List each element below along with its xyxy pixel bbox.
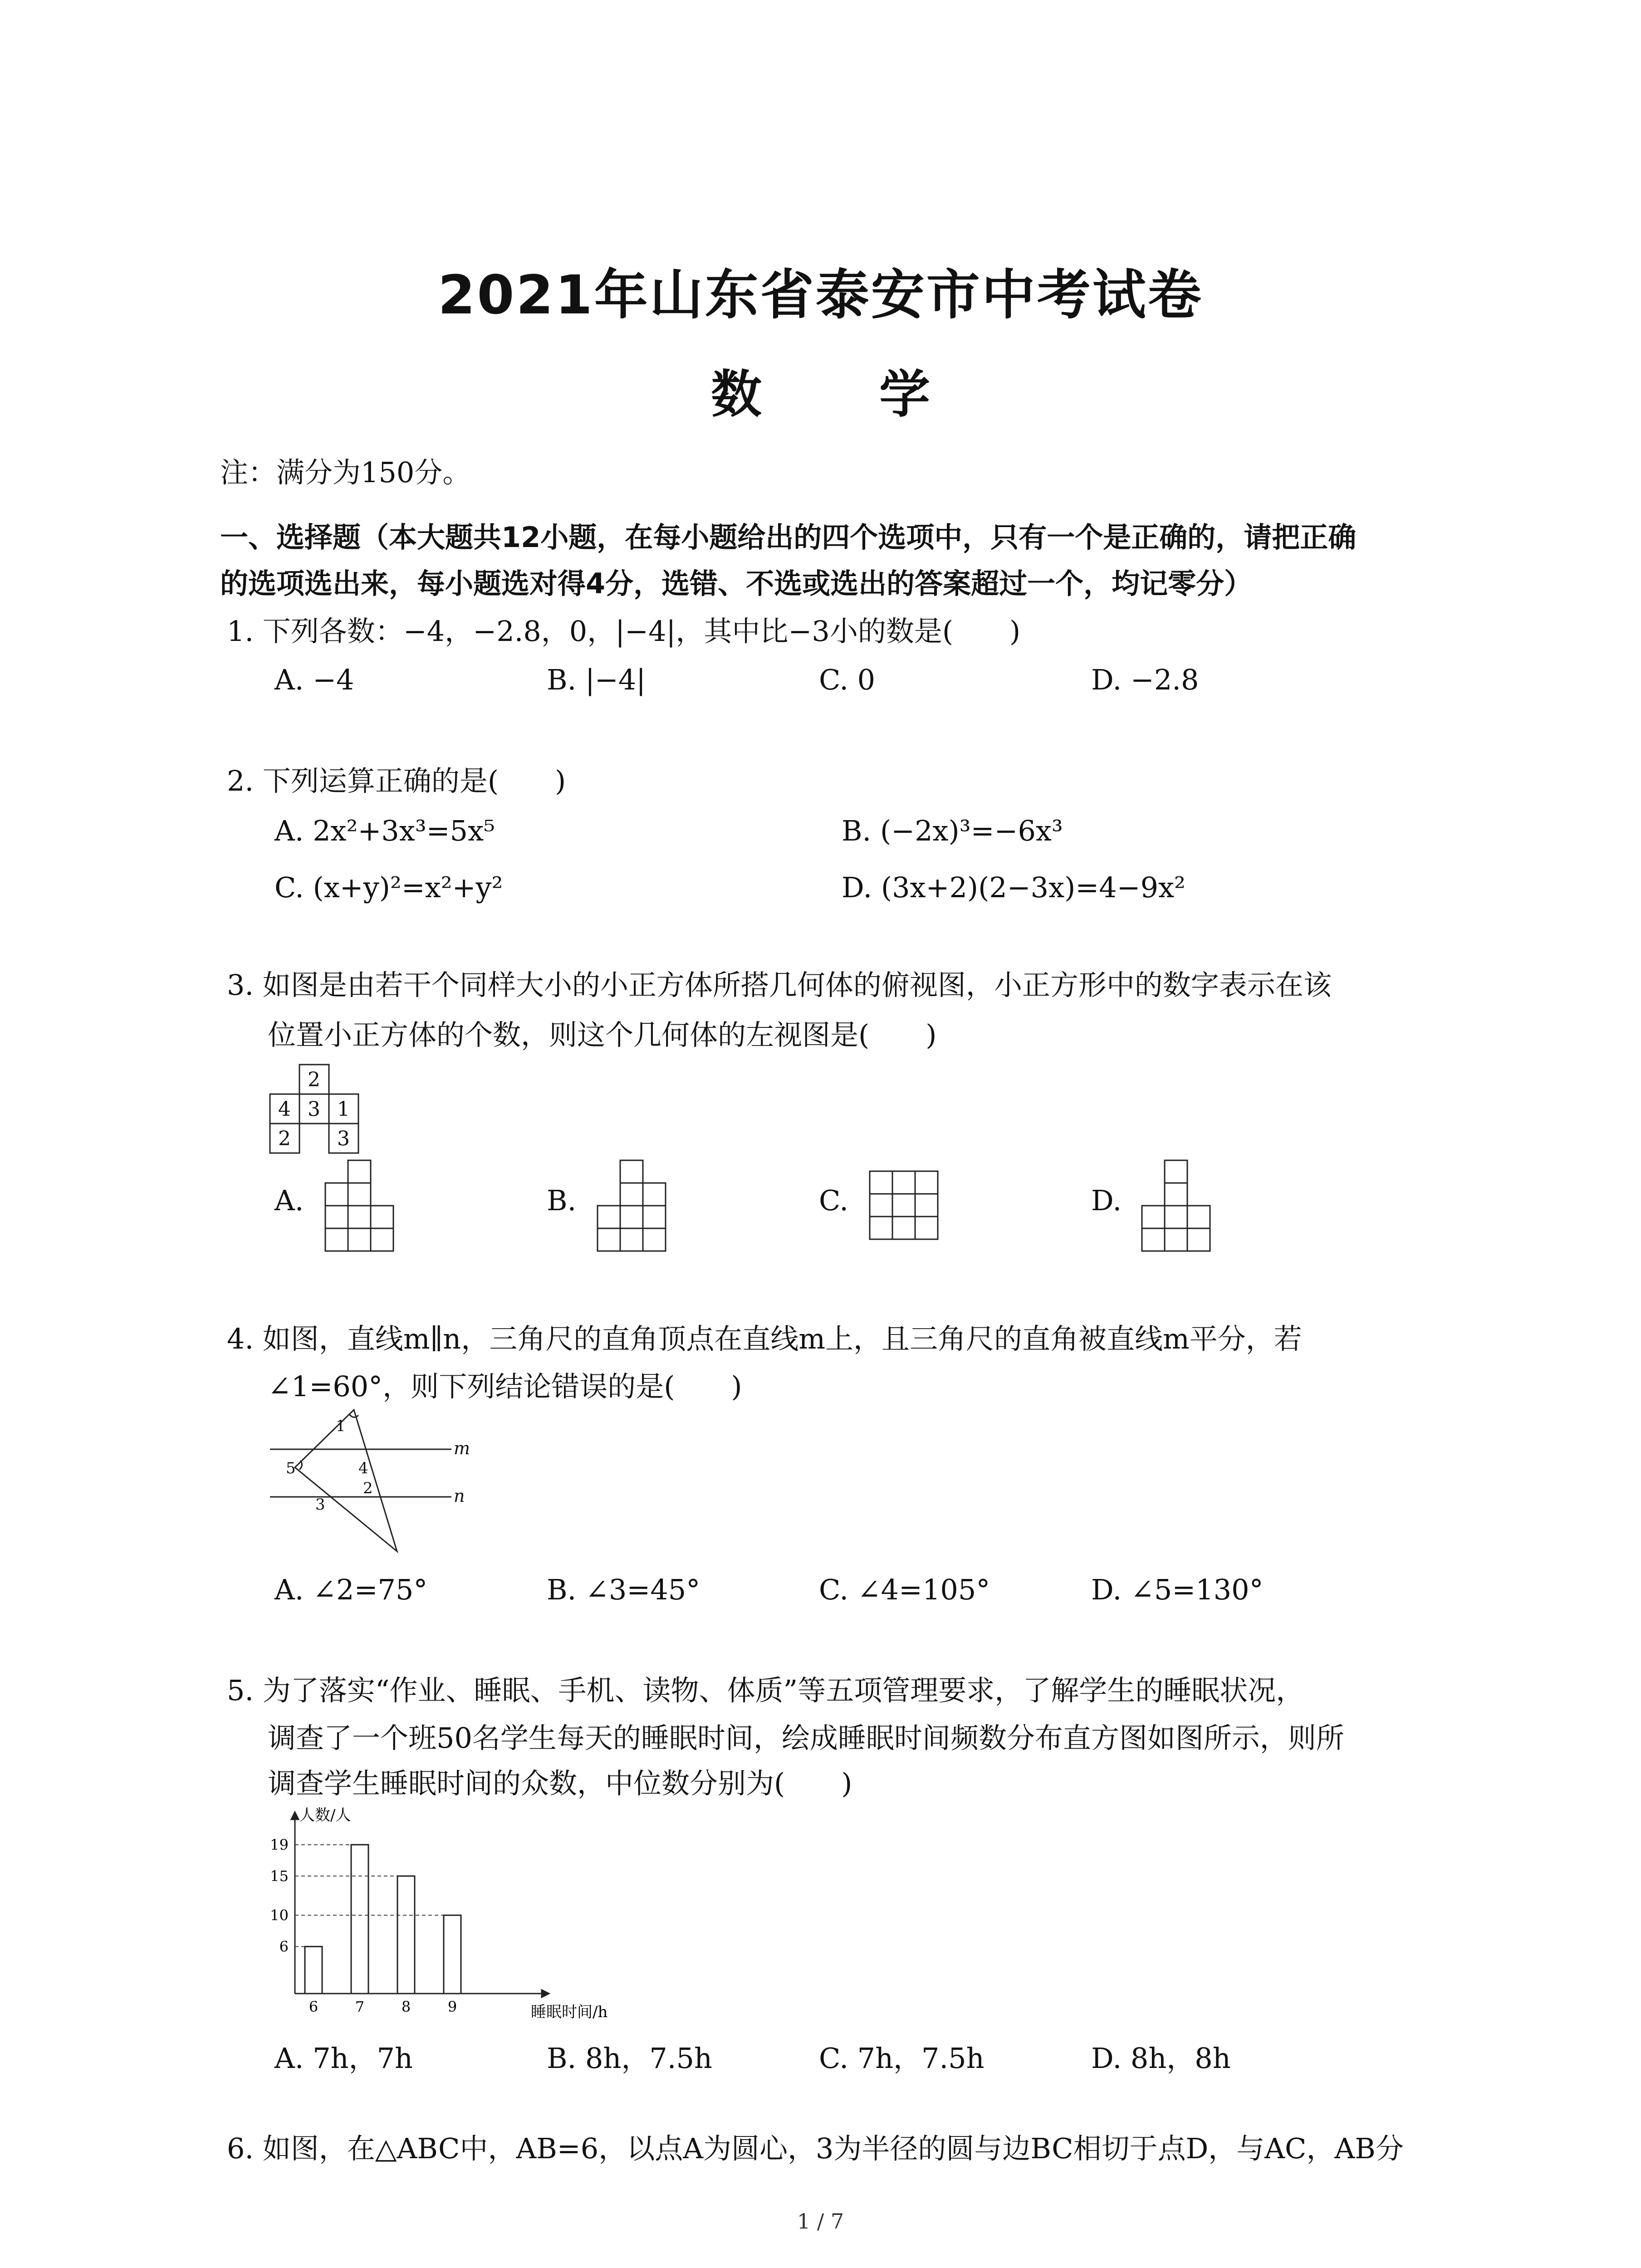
q5-option-a[interactable]: A. 7h，7h — [274, 2042, 413, 2075]
y-tick-label: 15 — [270, 1867, 289, 1885]
q5-stem-line2: 调查了一个班50名学生每天的睡眠时间，绘成睡眠时间频数分布直方图如图所示，则所 — [268, 1721, 1344, 1755]
q3-option-a-figure[interactable] — [324, 1159, 397, 1254]
q4-option-d[interactable]: D. ∠5=130° — [1091, 1573, 1264, 1606]
q5-option-b[interactable]: B. 8h，7.5h — [547, 2042, 712, 2075]
q5-option-d[interactable]: D. 8h，8h — [1091, 2042, 1231, 2075]
q4-stem-line1: 4. 如图，直线m∥n，三角尺的直角顶点在直线m上，且三角尺的直角被直线m平分，若 — [227, 1322, 1302, 1355]
q5-stem-line3: 调查学生睡眠时间的众数，中位数分别为( ) — [268, 1767, 852, 1800]
y-axis-arrow — [291, 1812, 299, 1819]
label-n: n — [454, 1486, 465, 1506]
q3-cell-r1c1: 3 — [308, 1098, 320, 1121]
subject-title: 数 学 — [711, 365, 980, 424]
section-heading-line2: 的选项选出来，每小题选对得4分，选错、不选或选出的答案超过一个，均记零分） — [220, 567, 1253, 600]
q3-cell-r2c0: 2 — [278, 1127, 291, 1150]
angle-4-label: 4 — [358, 1459, 368, 1477]
x-tick-label: 9 — [447, 1998, 457, 2015]
bar-7 — [351, 1845, 368, 1994]
q3-option-a[interactable]: A. — [274, 1184, 304, 1217]
angle-5-label: 5 — [286, 1459, 296, 1477]
q2-option-d[interactable]: D. (3x+2)(2−3x)=4−9x² — [842, 871, 1185, 904]
page-number: 1 / 7 — [797, 2209, 844, 2234]
x-tick-label: 7 — [355, 1998, 365, 2015]
q1-option-b[interactable]: B. |−4| — [547, 663, 646, 696]
q3-cell-r1c0: 4 — [278, 1098, 291, 1121]
y-axis-label: 人数/人 — [299, 1806, 351, 1824]
q3-option-b[interactable]: B. — [547, 1184, 577, 1217]
q5-stem-line1: 5. 为了落实“作业、睡眠、手机、读物、体质”等五项管理要求，了解学生的睡眠状况， — [227, 1674, 1304, 1707]
q5-option-c[interactable]: C. 7h，7.5h — [819, 2042, 985, 2075]
q1-option-a[interactable]: A. −4 — [274, 663, 354, 696]
triangle-ruler — [295, 1410, 397, 1551]
x-axis-label: 睡眠时间/h — [531, 2003, 608, 2021]
q2-option-c[interactable]: C. (x+y)²=x²+y² — [274, 871, 503, 904]
x-axis-arrow — [542, 1990, 549, 1997]
bar-8 — [397, 1876, 415, 1994]
q4-option-c[interactable]: C. ∠4=105° — [819, 1573, 990, 1606]
q3-stem-line1: 3. 如图是由若干个同样大小的小正方体所搭几何体的俯视图，小正方形中的数字表示在该 — [227, 968, 1332, 1002]
x-tick-label: 8 — [401, 1998, 411, 2015]
q6-stem: 6. 如图，在△ABC中，AB=6，以点A为圆心，3为半径的圆与边BC相切于点D，与AC，AB分 — [227, 2132, 1404, 2165]
q4-option-b[interactable]: B. ∠3=45° — [547, 1573, 700, 1606]
y-tick-label: 10 — [270, 1906, 289, 1924]
y-tick-label: 19 — [270, 1836, 289, 1853]
q3-cell-r1c2: 1 — [337, 1098, 350, 1121]
bar-6 — [305, 1946, 322, 1994]
angle-3-label: 3 — [315, 1496, 325, 1514]
q2-option-a[interactable]: A. 2x²+3x³=5x⁵ — [274, 814, 495, 847]
q3-top-view-figure — [268, 1064, 367, 1154]
q3-option-d-figure[interactable] — [1141, 1159, 1214, 1254]
q1-option-c[interactable]: C. 0 — [819, 663, 876, 696]
q4-figure — [268, 1406, 485, 1556]
q1-option-d[interactable]: D. −2.8 — [1091, 663, 1199, 696]
q3-cell-r2c2: 3 — [337, 1127, 350, 1150]
q4-stem-line2: ∠1=60°，则下列结论错误的是( ) — [268, 1370, 742, 1403]
q2-option-b[interactable]: B. (−2x)³=−6x³ — [842, 814, 1063, 847]
angle-2-label: 2 — [363, 1479, 373, 1497]
sleep-histogram — [254, 1803, 608, 2021]
x-tick-label: 6 — [309, 1998, 318, 2015]
q3-option-c-figure[interactable] — [869, 1170, 941, 1243]
q3-option-b-figure[interactable] — [597, 1159, 669, 1254]
score-note: 注：满分为150分。 — [220, 456, 471, 489]
q1-stem: 1. 下列各数：−4，−2.8，0，|−4|，其中比−3小的数是( ) — [227, 615, 1021, 648]
label-m: m — [454, 1438, 470, 1458]
q3-option-d[interactable]: D. — [1091, 1184, 1122, 1217]
q3-stem-line2: 位置小正方体的个数，则这个几何体的左视图是( ) — [268, 1018, 937, 1051]
q4-option-a[interactable]: A. ∠2=75° — [274, 1573, 428, 1606]
q3-cell-r0c1: 2 — [308, 1068, 320, 1091]
angle-1-label: 1 — [336, 1417, 346, 1435]
bar-9 — [444, 1915, 461, 1994]
q2-stem: 2. 下列运算正确的是( ) — [227, 764, 566, 797]
q3-option-c[interactable]: C. — [819, 1184, 848, 1217]
y-tick-label: 6 — [279, 1938, 289, 1955]
section-heading-line1: 一、选择题（本大题共12小题，在每小题给出的四个选项中，只有一个是正确的，请把正确 — [220, 521, 1357, 554]
page-title: 2021年山东省泰安市中考试卷 — [438, 264, 1203, 326]
